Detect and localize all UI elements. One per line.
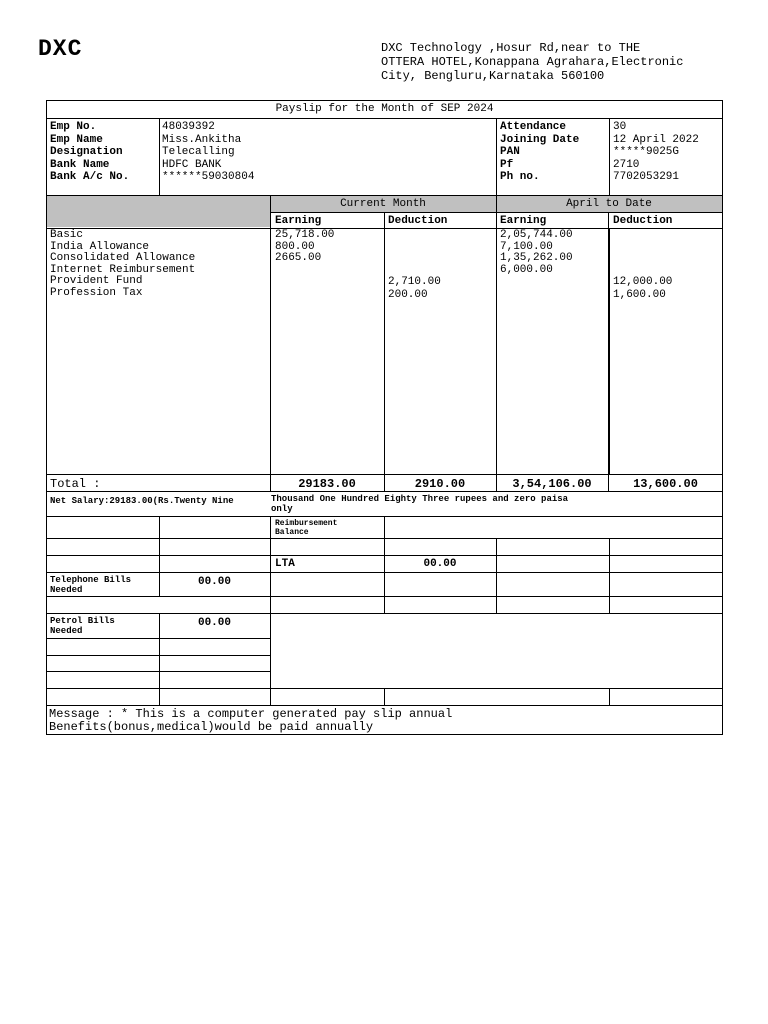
ytd-earning-basic: 2,05,744.00 [500, 229, 573, 241]
designation-label: Designation [50, 146, 123, 158]
component-basic: Basic [50, 229, 84, 241]
ytd-earning-internet: 6,000.00 [500, 263, 553, 276]
ytd-earning-india-allowance: 7,100.00 [500, 240, 553, 253]
total-ytd-earning: 3,54,106.00 [512, 477, 592, 491]
address-line: DXC Technology ,Hosur Rd,near to THE [381, 41, 641, 55]
current-deductions [388, 276, 441, 302]
telephone-line2: Needed [50, 585, 83, 595]
ytd-earning-header: Earning [500, 215, 547, 227]
emp-no-value: 48039392 [162, 121, 215, 133]
pan-value: *****9025G [613, 146, 680, 158]
current-deduction-pt: 200.00 [388, 289, 428, 301]
bank-account-label: Bank A/c No. [50, 171, 130, 183]
lta-value: 00.00 [423, 558, 457, 570]
ytd-deduction-pt: 1,600.00 [613, 289, 666, 301]
total-label: Total : [50, 477, 101, 491]
bank-account-value: ******59030804 [162, 171, 255, 183]
header-shade [47, 196, 270, 227]
emp-name-value: Miss.Ankitha [162, 133, 242, 146]
bank-name-value: HDFC BANK [162, 158, 222, 171]
attendance-value: 30 [613, 121, 627, 133]
company-logo: DXC [38, 36, 83, 62]
ytd-earnings [500, 230, 573, 276]
phone-value: 7702053291 [613, 171, 680, 183]
reimbursement-line2: Balance [275, 528, 309, 537]
current-earning-consolidated: 2665.00 [275, 252, 322, 264]
attendance-label: Attendance [500, 121, 567, 133]
designation-value: Telecalling [162, 146, 235, 158]
employee-labels [50, 121, 129, 184]
joining-date-value: 12 April 2022 [613, 133, 699, 146]
net-salary-words [271, 494, 568, 514]
footer-message [49, 708, 452, 733]
total-current-earning: 29183.00 [298, 477, 356, 491]
address-line: City, Bengluru,Karnataka 560100 [381, 69, 605, 83]
ytd-deduction-pf: 12,000.00 [613, 276, 673, 288]
component-internet-reimbursement: Internet Reimbursement [50, 263, 196, 276]
component-profession-tax: Profession Tax [50, 286, 143, 299]
ytd-deductions [613, 276, 672, 302]
employee-values [162, 121, 254, 184]
pay-components [50, 230, 195, 299]
petrol-bills-label [50, 616, 115, 636]
telephone-bills-label [50, 575, 131, 595]
current-deduction-header: Deduction [388, 215, 448, 227]
current-deduction-pf: 2,710.00 [388, 276, 441, 288]
message-line2: Benefits(bonus,medical)would be paid annually [49, 719, 374, 734]
ytd-deduction-header: Deduction [613, 215, 673, 227]
component-india-allowance: India Allowance [50, 240, 150, 253]
petrol-bills-value: 00.00 [197, 617, 231, 629]
petrol-line2: Needed [50, 626, 83, 636]
emp-no-label: Emp No. [50, 121, 97, 133]
reimbursement-balance-label [275, 519, 337, 537]
company-address [381, 41, 741, 83]
current-earning-header: Earning [275, 215, 322, 227]
other-values [613, 121, 699, 184]
message-line1: Message : * This is a computer generated pay slip annual [49, 707, 453, 721]
telephone-bills-value: 00.00 [197, 576, 231, 588]
other-labels [500, 121, 579, 184]
current-month-header: Current Month [340, 198, 426, 210]
total-ytd-deduction: 13,600.00 [633, 477, 698, 491]
phone-label: Ph no. [500, 171, 540, 183]
component-consolidated-allowance: Consolidated Allowance [50, 252, 196, 264]
pf-value: 2710 [613, 158, 640, 171]
telephone-line1: Telephone Bills [50, 575, 132, 585]
current-earning-basic: 25,718.00 [275, 229, 335, 241]
current-earnings [275, 230, 334, 265]
emp-name-label: Emp Name [50, 133, 103, 146]
reimbursement-line1: Reimbursement [275, 519, 338, 528]
payslip-title: Payslip for the Month of SEP 2024 [275, 103, 494, 115]
petrol-line1: Petrol Bills [50, 616, 115, 626]
ytd-earning-consolidated: 1,35,262.00 [500, 252, 573, 264]
bank-name-label: Bank Name [50, 158, 110, 171]
lta-label: LTA [275, 558, 295, 570]
net-salary-words-line1: Thousand One Hundred Eighty Three rupees and zero paisa [271, 494, 569, 504]
pan-label: PAN [500, 146, 520, 158]
total-current-deduction: 2910.00 [414, 477, 466, 491]
net-salary-amount: Net Salary:29183.00(Rs.Twenty Nine [50, 496, 234, 506]
address-line: OTTERA HOTEL,Konappana Agrahara,Electronic [381, 55, 684, 69]
component-provident-fund: Provident Fund [50, 275, 143, 287]
joining-date-label: Joining Date [500, 133, 580, 146]
current-earning-india-allowance: 800.00 [275, 240, 315, 253]
pf-label: Pf [500, 158, 514, 171]
april-to-date-header: April to Date [566, 198, 652, 210]
net-salary-words-line2: only [271, 504, 293, 514]
